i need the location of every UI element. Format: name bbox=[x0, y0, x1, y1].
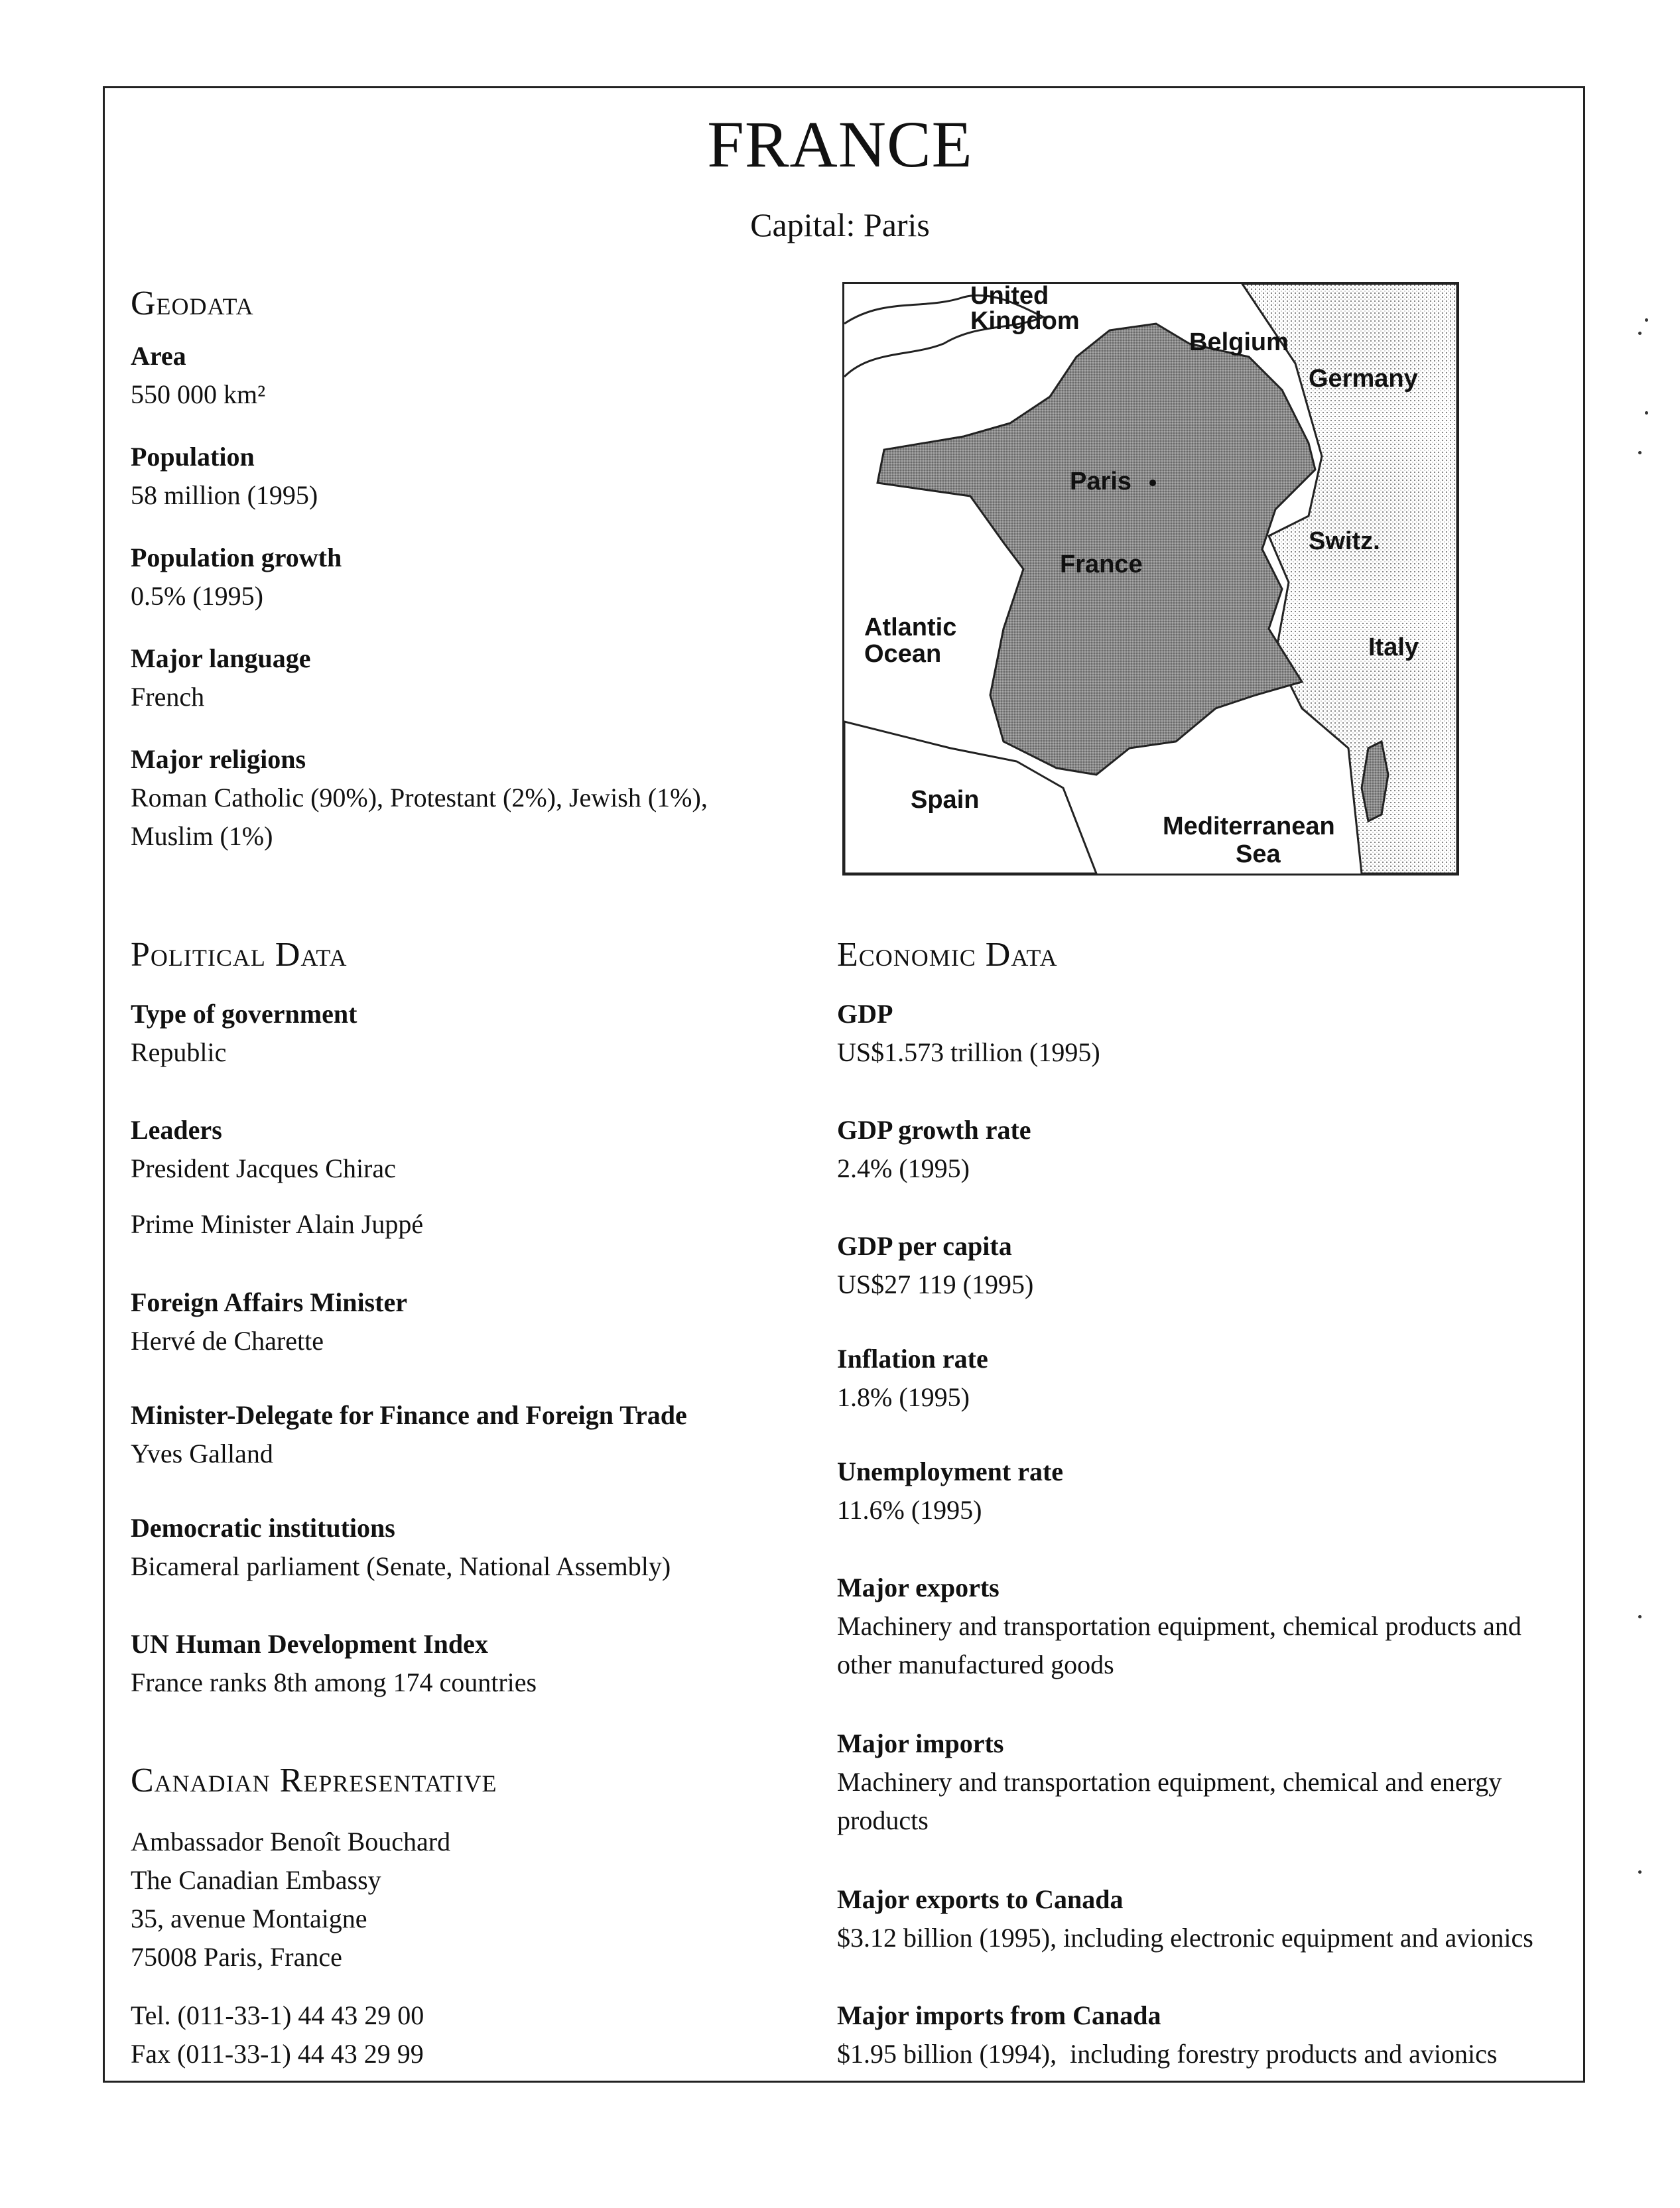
field-label: GDP per capita bbox=[837, 1231, 1012, 1261]
field-value: Hervé de Charette bbox=[131, 1326, 324, 1356]
field-value: President Jacques Chirac bbox=[131, 1153, 396, 1183]
scan-speck bbox=[1638, 451, 1642, 454]
france-map bbox=[842, 282, 1459, 876]
canadian-address bbox=[131, 1823, 450, 2073]
field-value: Machinery and transportation equipment, chemical and energy bbox=[837, 1767, 1502, 1797]
map-graphic bbox=[844, 284, 1457, 874]
geodata-heading: Geodata bbox=[131, 285, 254, 322]
map-label-mediterranean: Mediterranean bbox=[1163, 812, 1335, 840]
field-value: 1.8% (1995) bbox=[837, 1382, 970, 1412]
field-value: Roman Catholic (90%), Protestant (2%), Jewish (1%), bbox=[131, 783, 708, 812]
field-major-exports bbox=[837, 1569, 1521, 1684]
field-area bbox=[131, 337, 265, 414]
capital-line: Capital: Paris bbox=[750, 206, 930, 243]
field-value: Machinery and transportation equipment, chemical products and bbox=[837, 1611, 1521, 1641]
field-value: US$1.573 trillion (1995) bbox=[837, 1037, 1100, 1067]
field-gdp-growth-rate bbox=[837, 1111, 1031, 1188]
field-value: $3.12 billion (1995), including electronic equipment and avionics bbox=[837, 1923, 1533, 1953]
field-value: US$27 119 (1995) bbox=[837, 1269, 1034, 1299]
scan-speck bbox=[1645, 411, 1648, 415]
field-label: Inflation rate bbox=[837, 1344, 988, 1374]
scan-speck bbox=[1645, 318, 1648, 322]
field-label: Major language bbox=[131, 643, 311, 673]
field-value: $1.95 billion (1994), including forestry products and avionics bbox=[837, 2039, 1498, 2069]
map-label-spain: Spain bbox=[911, 786, 980, 814]
field-label: Major exports bbox=[837, 1573, 1000, 1602]
scan-speck bbox=[1638, 332, 1642, 335]
map-label-italy: Italy bbox=[1368, 633, 1419, 661]
address-line: 75008 Paris, France bbox=[131, 1942, 342, 1972]
field-major-exports-to-canada bbox=[837, 1880, 1533, 1957]
field-label: Minister-Delegate for Finance and Foreign Trade bbox=[131, 1400, 687, 1430]
map-label-ocean: Ocean bbox=[864, 640, 942, 668]
field-label: GDP bbox=[837, 999, 893, 1029]
field-label: Major imports bbox=[837, 1728, 1004, 1758]
map-label-germany: Germany bbox=[1309, 365, 1418, 393]
map-label-france: France bbox=[1060, 551, 1143, 578]
field-value: 2.4% (1995) bbox=[837, 1153, 970, 1183]
canadian-heading: Canadian Representative bbox=[131, 1762, 497, 1799]
field-population-growth bbox=[131, 539, 342, 616]
economic-heading: Economic Data bbox=[837, 936, 1058, 974]
map-label-paris: Paris bbox=[1070, 468, 1131, 495]
field-label: Type of government bbox=[131, 999, 357, 1029]
field-label: Democratic institutions bbox=[131, 1513, 395, 1543]
field-label: Unemployment rate bbox=[837, 1457, 1064, 1486]
field-major-imports bbox=[837, 1724, 1502, 1840]
map-label-atlantic: Atlantic bbox=[864, 614, 957, 641]
field-value: Yves Galland bbox=[131, 1439, 273, 1468]
field-value: Prime Minister Alain Juppé bbox=[131, 1209, 424, 1239]
field-value: 58 million (1995) bbox=[131, 480, 318, 510]
field-unemployment-rate bbox=[837, 1453, 1063, 1529]
field-label: GDP growth rate bbox=[837, 1115, 1031, 1145]
field-gdp bbox=[837, 995, 1100, 1072]
address-line: Ambassador Benoît Bouchard bbox=[131, 1827, 451, 1856]
field-value: products bbox=[837, 1805, 929, 1835]
field-label: Area bbox=[131, 341, 186, 371]
field-value: Bicameral parliament (Senate, National Assembly) bbox=[131, 1551, 671, 1581]
field-population bbox=[131, 438, 318, 515]
field-democratic-institutions bbox=[131, 1509, 671, 1586]
field-label: Population growth bbox=[131, 543, 342, 572]
map-label-switz: Switz. bbox=[1309, 527, 1380, 555]
address-line: The Canadian Embassy bbox=[131, 1865, 381, 1895]
field-label: Major religions bbox=[131, 744, 306, 774]
field-label: Leaders bbox=[131, 1115, 222, 1145]
field-value: 550 000 km² bbox=[131, 379, 266, 409]
field-label: Major imports from Canada bbox=[837, 2000, 1161, 2030]
field-major-imports-from-canada bbox=[837, 1996, 1497, 2073]
field-foreign-affairs-minister bbox=[131, 1283, 407, 1360]
field-value: Republic bbox=[131, 1037, 227, 1067]
field-un-hdi bbox=[131, 1625, 537, 1702]
field-leaders bbox=[131, 1111, 423, 1244]
field-major-language bbox=[131, 639, 310, 716]
field-value: French bbox=[131, 682, 205, 712]
address-line: 35, avenue Montaigne bbox=[131, 1904, 367, 1933]
map-label-belgium: Belgium bbox=[1189, 328, 1289, 356]
field-gdp-per-capita bbox=[837, 1227, 1033, 1304]
field-minister-delegate bbox=[131, 1396, 687, 1473]
field-type-of-government bbox=[131, 995, 357, 1072]
fax: Fax (011-33-1) 44 43 29 99 bbox=[131, 2039, 424, 2069]
map-label-uk2: Kingdom bbox=[970, 307, 1080, 335]
field-label: Population bbox=[131, 442, 255, 472]
page-title: FRANCE bbox=[707, 107, 973, 181]
field-label: UN Human Development Index bbox=[131, 1629, 488, 1659]
field-value: France ranks 8th among 174 countries bbox=[131, 1667, 537, 1697]
field-value: 0.5% (1995) bbox=[131, 581, 263, 611]
field-label: Major exports to Canada bbox=[837, 1884, 1124, 1914]
field-value: other manufactured goods bbox=[837, 1650, 1114, 1679]
telephone: Tel. (011-33-1) 44 43 29 00 bbox=[131, 2000, 424, 2030]
map-label-uk: United bbox=[970, 284, 1049, 310]
scan-speck bbox=[1638, 1870, 1642, 1874]
scan-speck bbox=[1638, 1615, 1642, 1618]
field-label: Foreign Affairs Minister bbox=[131, 1287, 407, 1317]
field-value: 11.6% (1995) bbox=[837, 1495, 982, 1525]
field-value: Muslim (1%) bbox=[131, 821, 273, 851]
map-label-sea: Sea bbox=[1236, 840, 1281, 868]
field-major-religions bbox=[131, 740, 708, 856]
political-heading: Political Data bbox=[131, 936, 348, 974]
field-inflation-rate bbox=[837, 1340, 988, 1417]
